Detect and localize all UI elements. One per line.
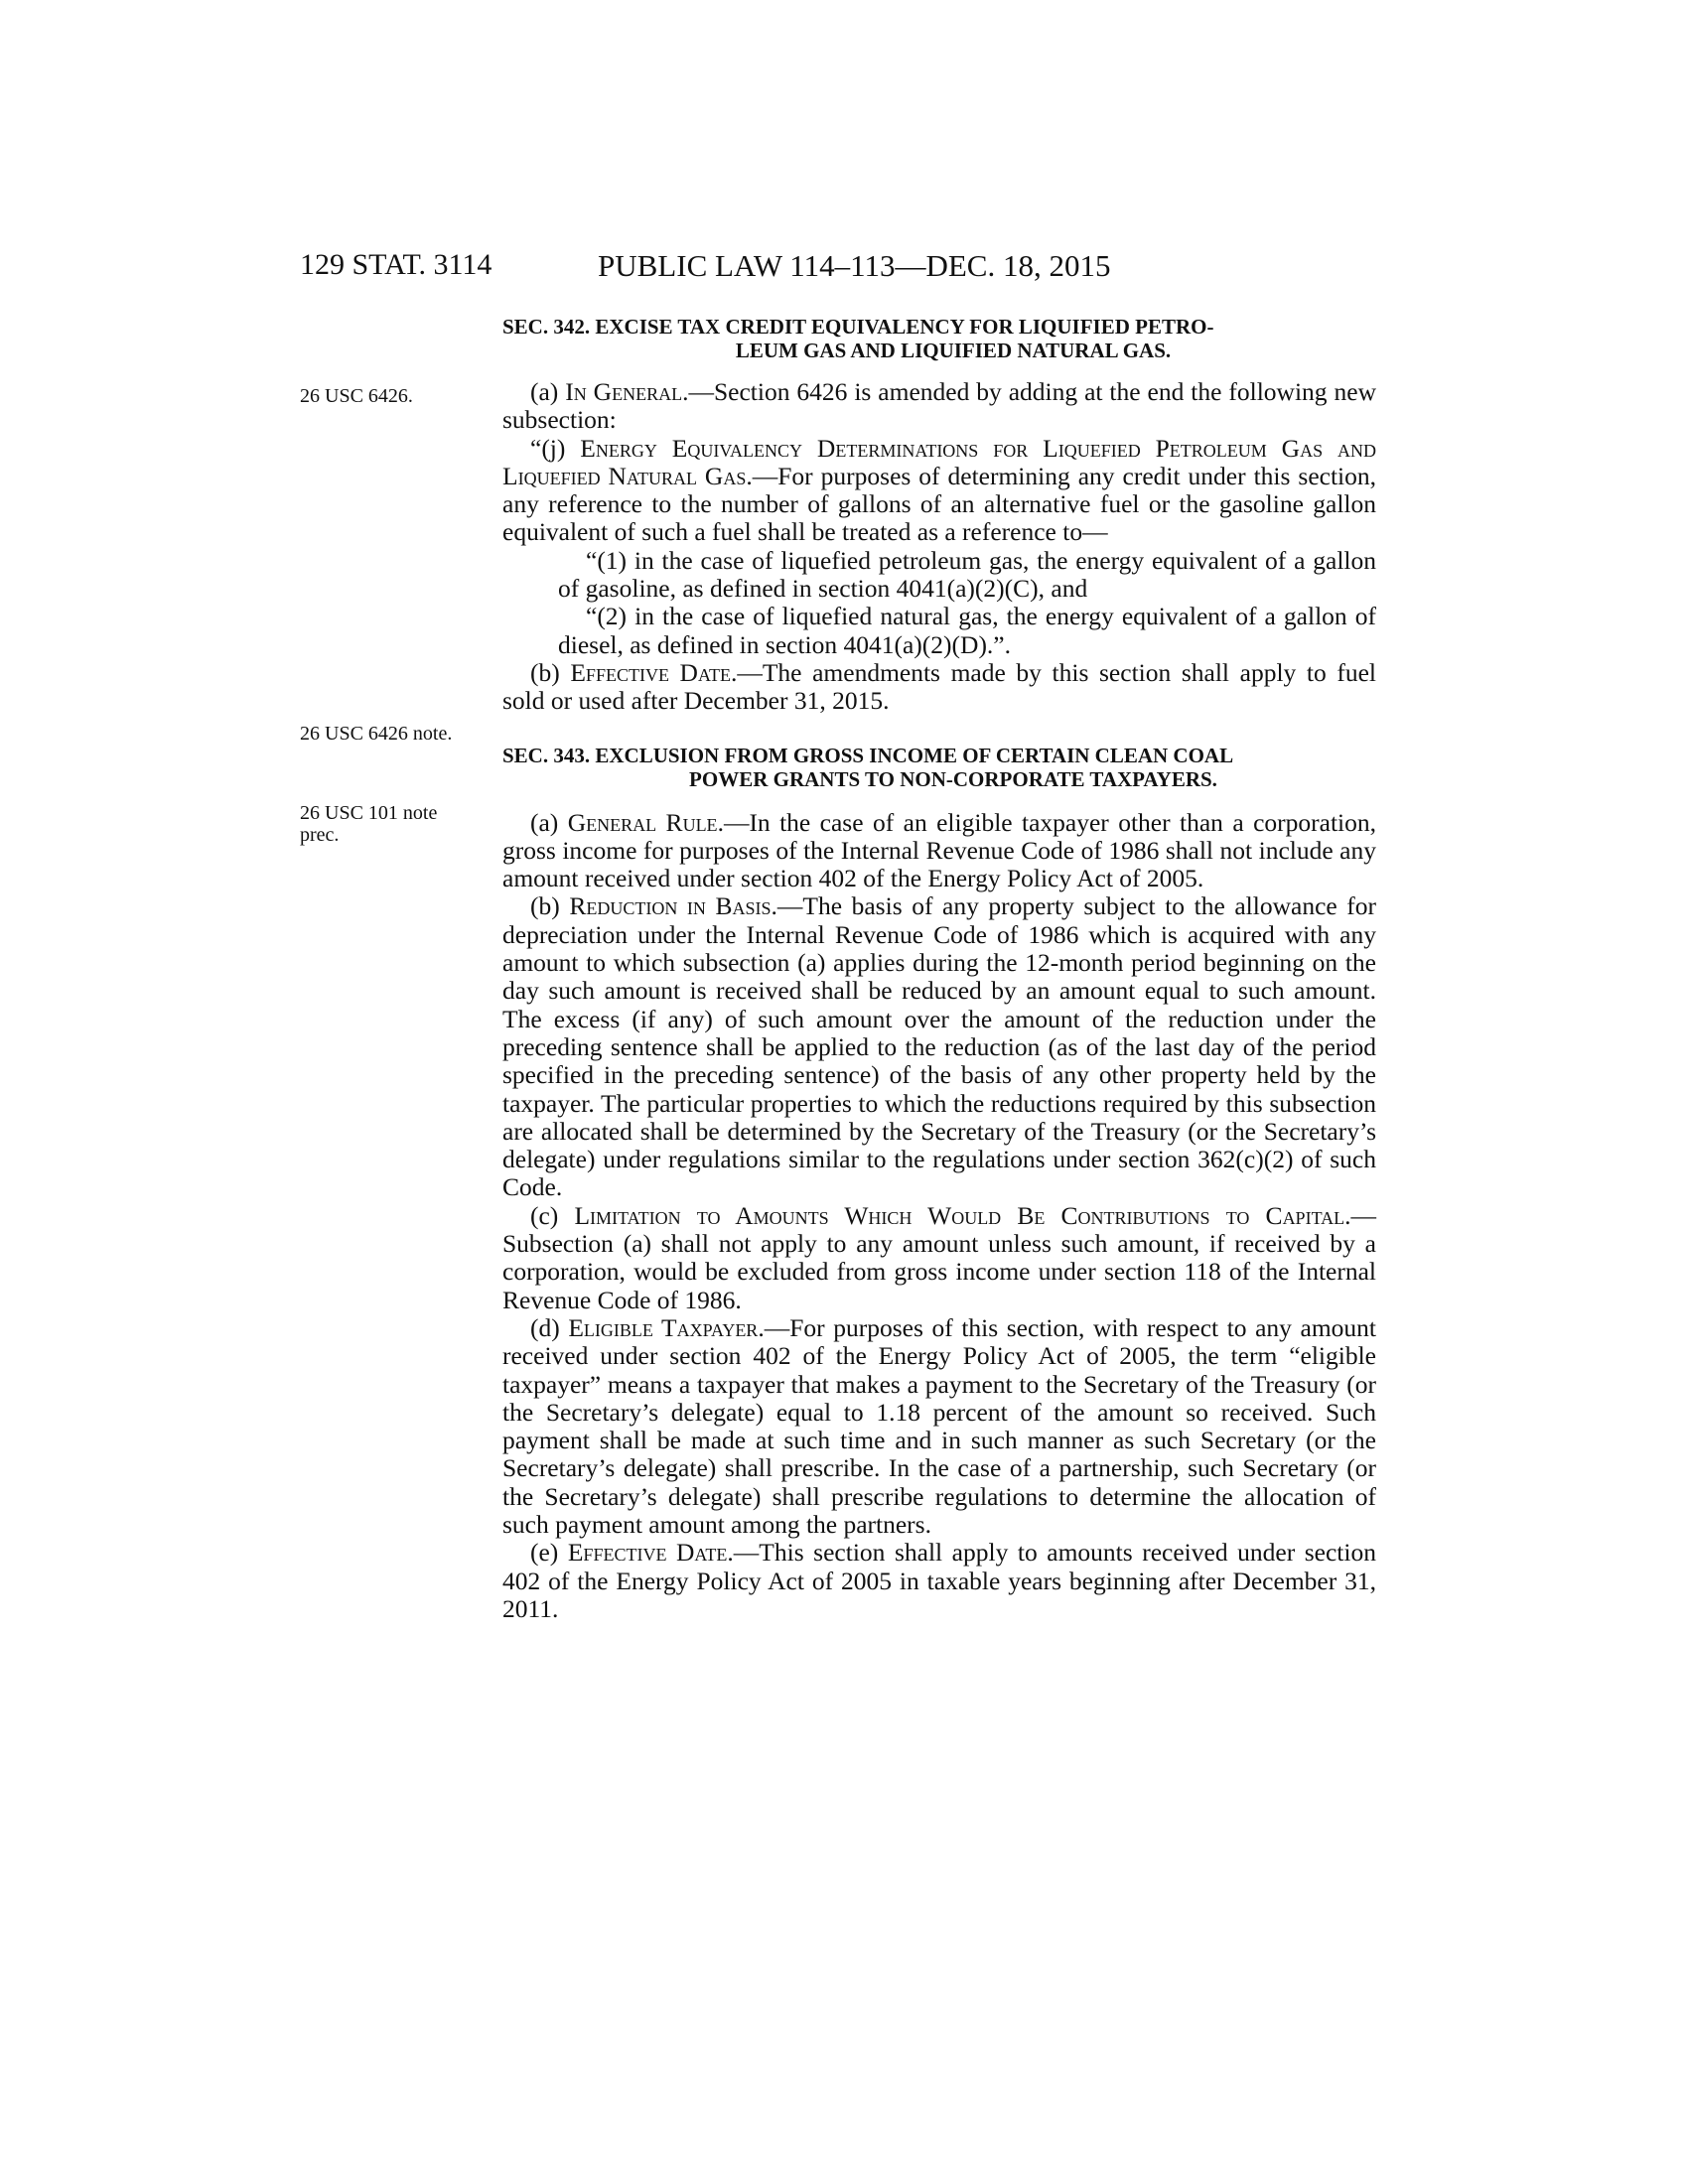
section-343-heading-line-2: POWER GRANTS TO NON-CORPORATE TAXPAYERS. — [689, 766, 1217, 791]
subsection-title: Eligible Taxpayer — [568, 1312, 759, 1342]
subsection-text: .—Section 6426 is amended by adding at the end the following new subsection: — [502, 377, 1376, 435]
subsection-title: Limitation to Amounts Which Would Be Contributions to Capital — [574, 1200, 1345, 1230]
section-343-heading — [502, 744, 1376, 791]
running-head — [300, 248, 1372, 292]
subsection-text: .—For purposes of determining any credit under this section, any reference to the number of gallons of an alternative fuel or the gasoline gallon equivalent of such a fuel shall be treated as a reference to— — [502, 461, 1376, 547]
section-343-heading-line-1: SEC. 343. EXCLUSION FROM GROSS INCOME OF CERTAIN CLEAN COAL — [502, 743, 1234, 767]
section-342-paragraph-2: “(2) in the case of liquefied natural gas, the energy equivalent of a gallon of diesel, as defined in section 4041(a)(2)(D).”. — [558, 602, 1376, 659]
section-343-subsection-d — [502, 1314, 1376, 1539]
subsection-title: General Rule — [567, 807, 718, 837]
subsection-marker: (b) — [530, 657, 571, 687]
body-text — [502, 315, 1376, 1623]
section-342-new-subsection-j — [502, 435, 1376, 547]
subsection-text: .—The amendments made by this section shall apply to fuel sold or used after December 31, 2015. — [502, 657, 1376, 716]
subsection-title: Effective Date — [567, 1538, 728, 1568]
section-342-paragraph-1: “(1) in the case of liquefied petroleum gas, the energy equivalent of a gallon of gasoline, as defined in section 4041(a)(2)(C), and — [558, 545, 1376, 604]
subsection-text: .—In the case of an eligible taxpayer other than a corporation, gross income for purposes of the Internal Revenue Code of 1986 shall not include any amount received under section 402 of the Energy Policy Act of 2005. — [502, 807, 1376, 893]
subsection-marker: (a) — [530, 807, 568, 837]
section-342-subsection-a — [502, 378, 1376, 435]
section-342-subsection-b — [502, 659, 1376, 716]
subsection-text: .—The basis of any property subject to the allowance for depreciation under the Internal Revenue Code of 1986 which is acquired with any amount to which subsection (a) applies during the 12-month period beginning on the day such amount is received shall be reduced by an amount equal to such amount. The excess (if any) of such amount over the amount of the reduction under the preceding sentence shall be applied to the reduction (as of the last day of the period specified in the preceding sentence) of the basis of any other property held by the taxpayer. The particular properties to which the reductions required by this subsection are allocated shall be determined by the Secretary of the Treasury (or the Secretary’s delegate) under regulations similar to the regulations under section 362(c)(2) of such Code. — [502, 891, 1377, 1202]
subsection-title: Effective Date — [570, 657, 731, 687]
margin-note-usc-6426-note: 26 USC 6426 note. — [300, 723, 453, 745]
public-law-citation: PUBLIC LAW 114–113—DEC. 18, 2015 — [598, 248, 1111, 283]
subsection-title: Reduction in Basis — [569, 891, 772, 921]
subsection-marker: (e) — [530, 1538, 568, 1568]
section-342-heading-line-2: LEUM GAS AND LIQUIFIED NATURAL GAS. — [735, 339, 1172, 362]
subsection-text: .—This section shall apply to amounts received under section 402 of the Energy Policy Act of 2005 in taxable years beginning after December 31, 2011. — [502, 1538, 1376, 1623]
subsection-title: Energy Equivalency Determinations for Liquefied Petroleum Gas and Liquefied Natural Gas — [502, 433, 1376, 490]
subsection-text: .—Subsection (a) shall not apply to any amount unless such amount, if received by a corporation, would be excluded from gross income under section 118 of the Internal Revenue Code of 1986. — [502, 1200, 1376, 1314]
section-343-subsection-b — [502, 892, 1376, 1201]
subsection-marker: (a) — [530, 377, 566, 406]
subsection-marker: (d) — [530, 1312, 569, 1342]
margin-note-usc-101-note: 26 USC 101 note prec. — [300, 802, 438, 846]
section-343-subsection-e — [502, 1539, 1376, 1623]
section-343-subsection-a — [502, 809, 1376, 893]
subsection-text: .—For purposes of this section, with respect to any amount received under section 402 of the Energy Policy Act of 2005, the term “eligible taxpayer” means a taxpayer that makes a payment to the Secretary of the Treasury (or the Secretary’s delegate) equal to 1.18 percent of the amount so received. Such payment shall be made at such time and in such manner as such Secretary (or the Secretary’s delegate) shall prescribe. In the case of a partnership, such Secretary (or the Secretary’s delegate) shall prescribe regulations to determine the allocation of such payment amount among the partners. — [502, 1312, 1377, 1539]
subsection-marker: (c) — [530, 1200, 575, 1230]
section-343-subsection-c — [502, 1202, 1376, 1314]
subsection-marker: “(j) — [530, 433, 581, 463]
subsection-title: In General — [565, 377, 683, 406]
stat-citation: 129 STAT. 3114 — [300, 248, 492, 281]
subsection-marker: (b) — [530, 891, 570, 921]
section-342-heading — [502, 315, 1376, 362]
margin-note-usc-6426: 26 USC 6426. — [300, 385, 413, 407]
section-342-heading-line-1: SEC. 342. EXCISE TAX CREDIT EQUIVALENCY FOR LIQUIFIED PETRO- — [502, 315, 1214, 339]
